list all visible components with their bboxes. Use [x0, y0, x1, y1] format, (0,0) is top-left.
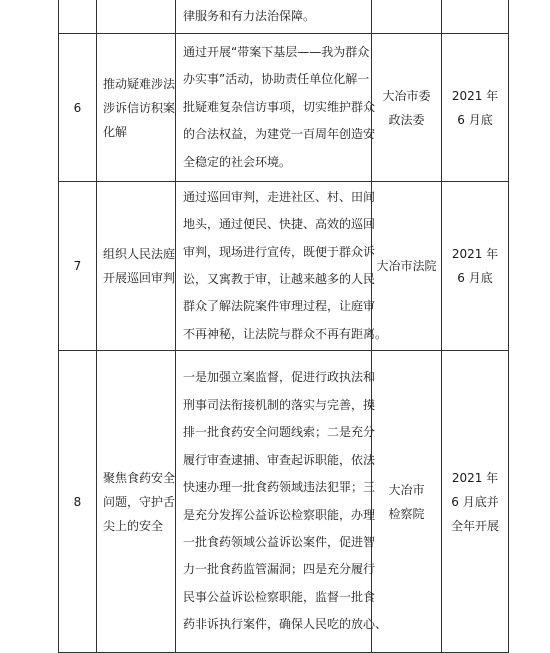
unit-line: 检察院 — [388, 506, 425, 521]
unit-cell — [372, 0, 442, 34]
description-line: 全稳定的社会环境。 — [183, 154, 292, 169]
task-cell — [97, 0, 176, 34]
table-row — [59, 351, 509, 653]
description-line: 是充分发挥公益诉讼检察职能，办理 — [183, 507, 376, 522]
description-line: 排一批食药安全问题线索；二是充分 — [183, 425, 376, 440]
task-line: 问题，守护舌 — [103, 494, 176, 509]
row-number: 7 — [59, 182, 97, 351]
deadline-cell — [442, 34, 509, 182]
deadline-cell — [442, 351, 509, 653]
description-line: 通过巡回审判，走进社区、村、田间 — [183, 189, 376, 204]
description-line: 通过开展“带案下基层——我为群众 — [183, 44, 370, 59]
description-line: 办实事”活动，协助责任单位化解一 — [183, 72, 370, 87]
task-line: 组织人民法庭 — [103, 247, 176, 261]
description-line: 的合法权益，为建党一百周年创造安 — [183, 127, 376, 142]
table-row — [59, 182, 509, 351]
unit-cell — [372, 182, 442, 351]
deadline-cell — [442, 182, 509, 351]
description-cell — [176, 34, 376, 182]
deadline-line: 2021 年 — [451, 470, 499, 485]
task-cell — [97, 351, 176, 653]
task-line: 化解 — [103, 124, 128, 139]
task-cell — [97, 182, 176, 351]
task-line: 推动疑难涉法 — [103, 76, 176, 91]
description-cell — [176, 182, 388, 351]
description-line: 一是加强立案监督，促进行政执法和 — [183, 370, 376, 385]
table-row — [59, 0, 509, 34]
description-line: 群众了解法院案件审理过程，让庭审 — [183, 299, 376, 314]
description-line: 批疑难复杂信访事项，切实维护群众 — [183, 99, 376, 114]
deadline-cell — [442, 0, 509, 34]
unit-cell — [372, 34, 442, 182]
deadline-line: 2021 年 — [451, 88, 499, 103]
unit-line: 大冶市委 — [382, 88, 431, 103]
row-number: 6 — [59, 34, 97, 182]
task-cell — [97, 34, 176, 182]
unit-line: 政法委 — [388, 112, 425, 127]
unit-line: 大冶市法院 — [376, 259, 437, 273]
deadline-line: 6 月底 — [457, 112, 493, 127]
deadline-line: 全年开展 — [450, 518, 499, 533]
deadline-line: 6 月底并 — [451, 494, 499, 509]
description-line: 民事公益诉讼检察职能，监督一批食 — [183, 589, 376, 604]
deadline-line: 6 月底 — [457, 271, 493, 285]
description-line: 审判，现场进行宣传，既便于群众诉 — [183, 244, 376, 259]
description-line: 履行审查逮捕、审查起诉职能，依法 — [183, 452, 376, 467]
description-cell — [176, 0, 372, 34]
task-line: 尖上的安全 — [103, 518, 164, 533]
deadline-line: 2021 年 — [451, 247, 499, 261]
description-cell — [176, 351, 388, 653]
task-line: 开展巡回审判 — [103, 271, 176, 285]
task-line: 聚焦食药安全 — [103, 470, 176, 485]
description-line: 药非诉执行案件，确保人民吃的放心、 — [183, 617, 388, 632]
description-line: 力一批食药监管漏洞；四是充分履行 — [183, 562, 376, 577]
description-line: 刑事司法衔接机制的落实与完善，摸 — [183, 397, 376, 412]
description-line: 讼，又寓教于审，让越来越多的人民 — [183, 272, 376, 286]
description-line: 律服务和有力法治保障。 — [183, 8, 316, 23]
description-line: 不再神秘，让法院与群众不再有距离。 — [183, 326, 388, 341]
task-line: 涉诉信访积案 — [103, 100, 176, 115]
row-number: 8 — [59, 351, 97, 653]
unit-line: 大冶市 — [388, 482, 425, 497]
table-row — [59, 34, 509, 182]
description-line: 地头，通过便民、快捷、高效的巡回 — [183, 217, 376, 232]
description-line: 一批食药领域公益诉讼案件，促进智 — [183, 534, 376, 549]
row-number — [59, 0, 97, 34]
description-line: 快速办理一批食药领域违法犯罪；三 — [183, 480, 376, 495]
task-table — [58, 0, 509, 653]
unit-cell — [372, 351, 442, 653]
